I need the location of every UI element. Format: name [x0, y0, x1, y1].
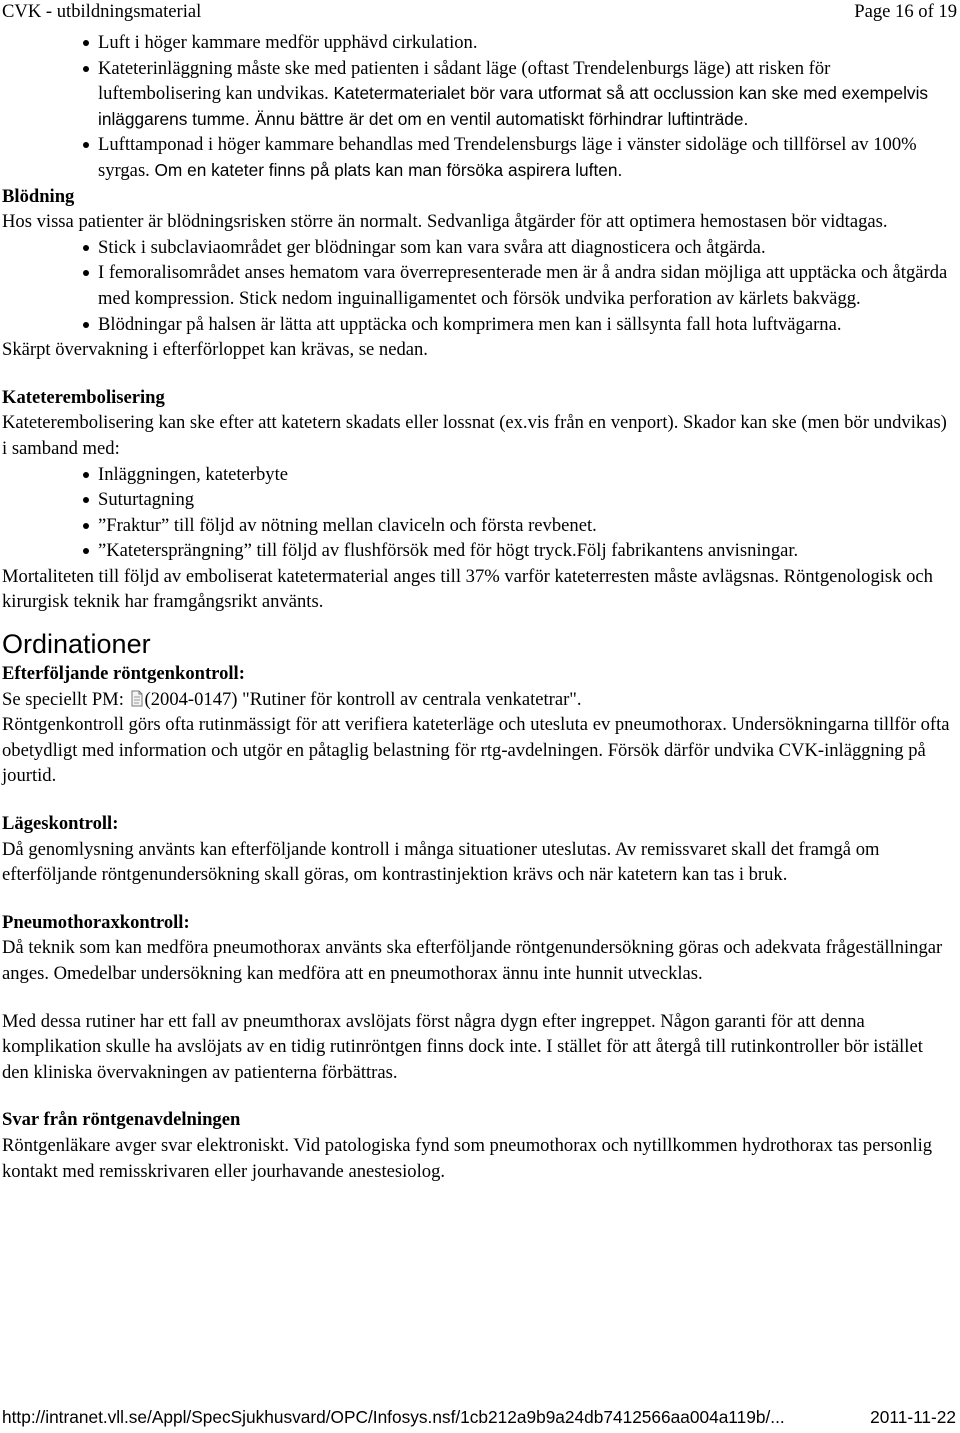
section-heading-bleeding: Blödning	[2, 185, 75, 207]
bullet-icon	[83, 66, 89, 72]
xray-body: Röntgenkontroll görs ofta rutinmässigt för att verifiera kateterläge och utesluta ev pneumothorax. Undersökningarna tillför ofta obetydligt med information och utgör en påtaglig belastning för rtg-avdelningen. Försök därför undvika CVK-inläggning på jourtid.	[2, 714, 950, 787]
xray-reference: Se speciellt PM: (2004-0147) "Rutiner för kontroll av centrala venkatetrar".	[2, 688, 582, 710]
embolization-intro: Kateterembolisering kan ske efter att katetern skadats eller lossnat (ex.vis från en venport). Skador kan ske (men bör undvikas) i samband med:	[2, 412, 947, 459]
bullet-icon	[83, 523, 89, 529]
page-header	[2, 0, 957, 26]
document-title: CVK - utbildningsmaterial	[2, 1, 202, 22]
list-item: Inläggningen, kateterbyte	[2, 462, 954, 488]
document-icon[interactable]	[130, 690, 144, 707]
bullet-icon	[83, 548, 89, 554]
xray-reply-body: Röntgenläkare avger svar elektroniskt. Vid patologiska fynd som pneumothorax och nytillkommen hydrothorax tas personlig kontakt med remisskrivaren eller jourhavande anestesiolog.	[2, 1134, 933, 1182]
list-item: Luft i höger kammare medför upphävd cirkulation.	[2, 30, 954, 56]
list-item: I femoralisområdet anses hematom vara överrepresenterade men är å andra sidan möjliga att upptäcka och åtgärda med kompression. Stick nedom inguinalligamentet och försök undvika perforation av kärlets bakvägg.	[2, 260, 954, 311]
air-embolism-list	[2, 30, 954, 184]
page-number: Page 16 of 19	[854, 1, 957, 22]
print-date: 2011-11-22	[870, 1407, 956, 1427]
bullet-icon	[83, 472, 89, 478]
list-item: Lufttamponad i höger kammare behandlas med Trendelensburgs läge i vänster sidoläge och tillförsel av 100% syrgas. Om en kateter finns på plats kan man försöka aspirera luften.	[2, 132, 954, 183]
embolization-list	[2, 462, 954, 564]
list-item: ”Katetersprängning” till följd av flushförsök med för högt tryck.Följ fabrikantens anvisningar.	[2, 538, 954, 564]
bleeding-intro: Hos vissa patienter är blödningsrisken större än normalt. Sedvanliga åtgärder för att optimera hemostasen bör vidtagas.	[2, 211, 888, 233]
pneumothorax-body-2: Med dessa rutiner har ett fall av pneumthorax avslöjats först några dygn efter ingreppet. Någon garanti för att denna komplikation skulle ha avslöjats av en tidig rutinröntgen finns dock inte. I stället för att återgå till rutinkontroller bör istället den kliniska övervakningen av patienterna förbättras.	[2, 1010, 923, 1083]
subheading-xray: Efterföljande röntgenkontroll:	[2, 663, 245, 685]
page-footer	[2, 1406, 956, 1428]
section-heading-embolization: Kateterembolisering	[2, 386, 165, 408]
bleeding-list	[2, 235, 954, 337]
bleeding-outro: Skärpt övervakning i efterförloppet kan krävas, se nedan.	[2, 339, 428, 361]
bullet-icon	[83, 142, 89, 148]
document-body	[2, 30, 954, 1184]
bullet-icon	[83, 497, 89, 503]
pneumothorax-body: Då teknik som kan medföra pneumothorax använts ska efterföljande röntgenundersökning göras och adekvata frågeställningar anges. Omedelbar undersökning kan medföra att en pneumothorax ännu inte hunnit utvecklas.	[2, 937, 943, 984]
list-item: Blödningar på halsen är lätta att upptäcka och komprimera men kan i sällsynta fall hota luftvägarna.	[2, 312, 954, 338]
subheading-pneumothorax: Pneumothoraxkontroll:	[2, 911, 190, 933]
subheading-position: Lägeskontroll:	[2, 813, 119, 835]
list-item: Stick i subclaviaområdet ger blödningar som kan vara svåra att diagnosticera och åtgärda.	[2, 235, 954, 261]
list-item: Suturtagning	[2, 487, 954, 513]
bullet-icon	[83, 245, 89, 251]
pm-link[interactable]: (2004-0147) "Rutiner för kontroll av centrala venkatetrar".	[144, 688, 582, 710]
subheading-xray-reply: Svar från röntgenavdelningen	[2, 1109, 241, 1131]
bullet-icon	[83, 322, 89, 328]
position-body: Då genomlysning använts kan efterföljande kontroll i många situationer uteslutas. Av remissvaret skall det framgå om efterföljande röntgenundersökning skall göras, om kontrastinjektion krävs och när katetern kan tas i bruk.	[2, 838, 880, 886]
list-item: Kateterinläggning måste ske med patienten i sådant läge (oftast Trendelenburgs läge) att risken för luftembolisering kan undvikas. Katetermaterialet bör vara utformat så att occlussion kan ske med exempelvis inläggarens tumme. Ännu bättre är det om en ventil automatiskt förhindrar luftinträde.	[2, 56, 954, 133]
embolization-outro: Mortaliteten till följd av emboliserat katetermaterial anges till 37% varför kateterresten måste avlägsnas. Röntgenologisk och kirurgisk teknik har framgångsrikt använts.	[2, 565, 933, 613]
bullet-icon	[83, 40, 89, 46]
section-title-orders: Ordinationer	[2, 629, 151, 660]
source-url: http://intranet.vll.se/Appl/SpecSjukhusvard/OPC/Infosys.nsf/1cb212a9b9a24db7412566aa004a119b/...	[2, 1407, 785, 1427]
list-item: ”Fraktur” till följd av nötning mellan claviceln och första revbenet.	[2, 513, 954, 539]
bullet-icon	[83, 270, 89, 276]
